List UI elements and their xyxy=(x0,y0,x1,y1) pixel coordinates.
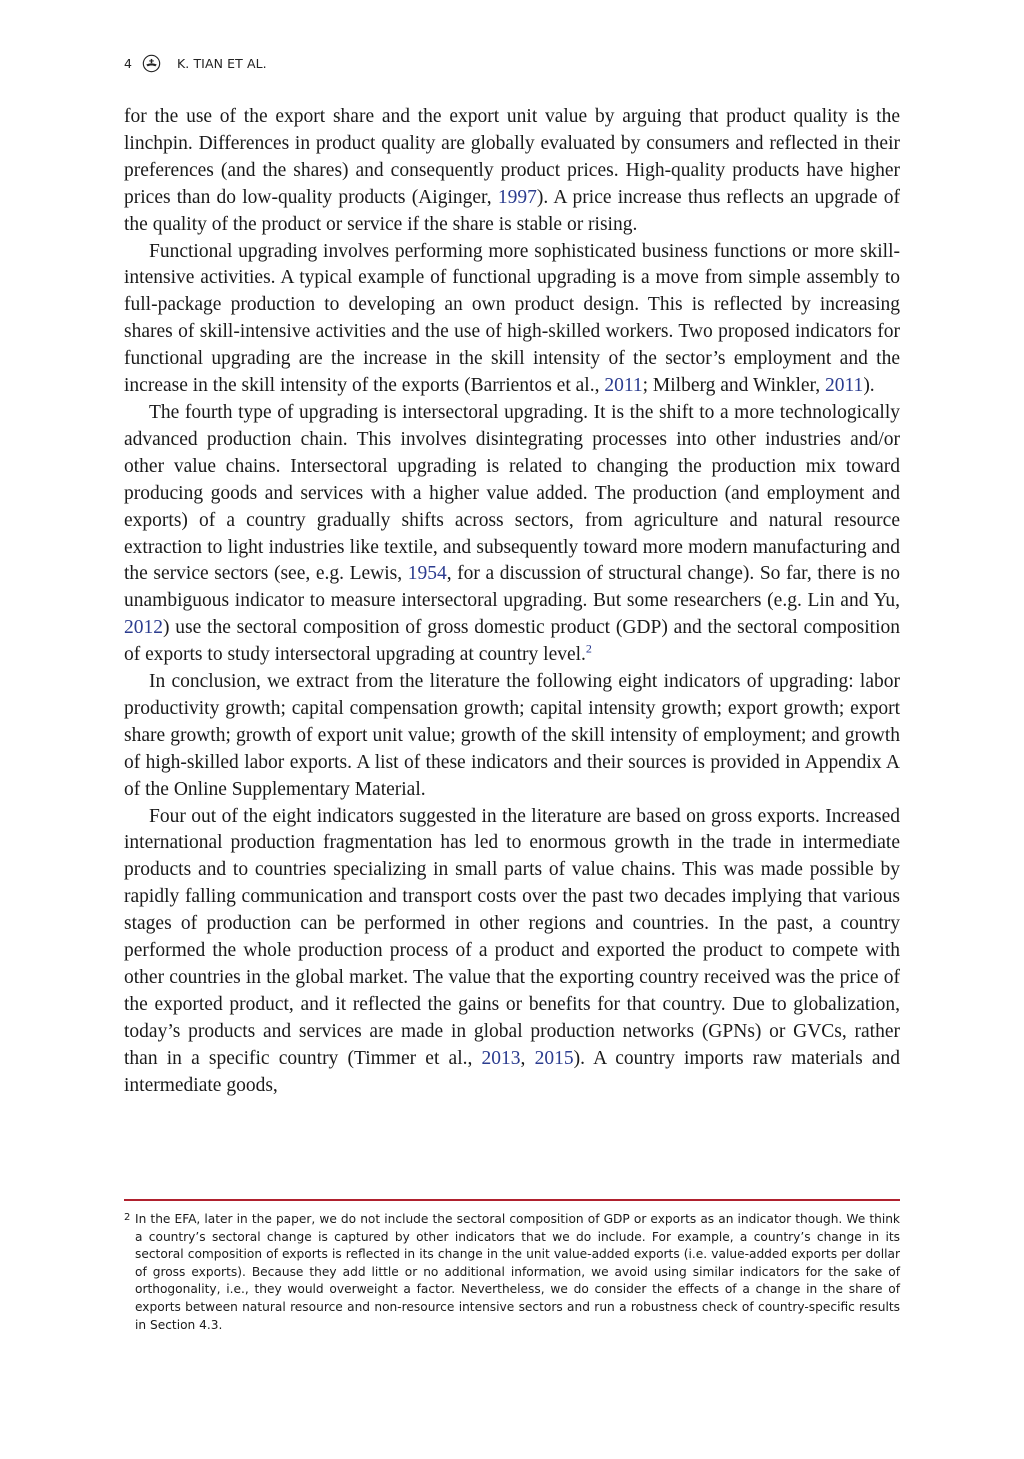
citation-link[interactable]: 2013 xyxy=(481,1047,521,1069)
citation-link[interactable]: 1997 xyxy=(497,186,537,208)
footnote xyxy=(124,1211,900,1334)
citation-link[interactable]: 2011 xyxy=(604,375,643,397)
paragraph-text: The fourth type of upgrading is intersectoral upgrading. It is the shift to a more technologically advanced production chain. This involves disintegrating processes into other industries and/or other value chains. Intersectoral upgrading is related to changing the production mix toward producing goods and services with a higher value added. The production (and employment and exports) of a country gradually shifts across sectors, from agriculture and natural resource extraction to light industries like textile, and subsequently toward more modern manufacturing and the service sectors (see, e.g. Lewis, xyxy=(124,401,900,585)
paragraph-text: ). xyxy=(863,375,875,397)
journal-logo-icon xyxy=(142,54,161,73)
paragraph-text: for the use of the export share and the export unit value by arguing that product quality is the linchpin. Differences in product quality are globally evaluated by consumers and reflected in their preferences (and the shares) and consequently product prices. High-quality products have higher prices than do low-quality products (Aiginger, xyxy=(124,106,900,208)
page-number: 4 xyxy=(124,55,132,71)
citation-link[interactable]: 1954 xyxy=(407,563,447,585)
citation-link[interactable]: 2012 xyxy=(124,617,163,639)
paragraph-4: In conclusion, we extract from the literature the following eight indicators of upgrading: labor productivity growth; capital compensation growth; capital intensity growth; export growth; export share growth; growth of export unit value; growth of the skill intensity of employment; and growth of high-skilled labor exports. A list of these indicators and their sources is provided in Appendix A of the Online Supplementary Material. xyxy=(124,671,900,800)
footnote-divider xyxy=(124,1199,900,1201)
paragraph-text: Four out of the eight indicators suggested in the literature are based on gross exports. Increased international production fragmentation has led to enormous growth in the trade in intermediate products and to countries specializing in small parts of value chains. This was made possible by rapidly falling communication and transport costs over the past two decades implying that various stages of production can be performed in other regions and countries. In the past, a country performed the whole production process of a product and exported the product to compete with other countries in the global market. The value that the exporting country received was the price of the exported product, and it reflected the gains or benefits for that country. Due to globalization, today’s products and services are made in global production networks (GPNs) or GVCs, rather than in a specific country (Timmer et al., xyxy=(124,805,900,1069)
paragraph-text: , xyxy=(520,1047,535,1069)
paragraph-3 xyxy=(124,400,900,669)
running-head xyxy=(124,52,267,74)
running-head-authors: K. TIAN ET AL. xyxy=(177,55,267,71)
citation-link[interactable]: 2015 xyxy=(534,1047,574,1069)
footnote-ref[interactable]: 2 xyxy=(585,641,592,656)
paragraph-2 xyxy=(124,239,900,400)
paragraph-text: ; Milberg and Winkler, xyxy=(642,375,826,397)
paragraph-5 xyxy=(124,804,900,1100)
footnote-text: In the EFA, later in the paper, we do not include the sectoral composition of GDP or exports as an indicator though. We think a country’s sectoral change is captured by other indicators that we do include. For example, a country’s change in its sectoral composition of exports is reflected in its change in the unit value-added exports (i.e. value-added exports per dollar of gross exports). Because they add little or no additional information, we avoid using similar indicators for the sake of orthogonality, i.e., they would overweight a factor. Nevertheless, we do consider the effects of a change in the share of exports between natural resource and non-resource intensive sectors and run a robustness check of country-specific results in Section 4.3. xyxy=(135,1212,900,1332)
paragraph-text: , for a discussion of structural change). So far, there is no unambiguous indicator to measure intersectoral upgrading. But some researchers (e.g. Lin and Yu, xyxy=(124,563,900,612)
footnote-mark: 2 xyxy=(124,1212,131,1223)
paragraph-text: ) use the sectoral composition of gross domestic product (GDP) and the sectoral composition of exports to study intersectoral upgrading at country level. xyxy=(124,617,900,666)
paragraph-text: Functional upgrading involves performing more sophisticated business functions or more skill-intensive activities. A typical example of functional upgrading is a move from simple assembly to full-package production to developing an own product design. This is reflected by increasing shares of skill-intensive activities and the use of high-skilled workers. Two proposed indicators for functional upgrading are the increase in the skill intensity of the sector’s employment and the increase in the skill intensity of the exports (Barrientos et al., xyxy=(124,240,900,397)
body-text xyxy=(124,104,900,1100)
paragraph-text: ). A country imports raw materials and intermediate goods, xyxy=(124,1047,900,1096)
paragraph-1 xyxy=(124,104,900,239)
paragraph-text: ). A price increase thus reflects an upgrade of the quality of the product or service if the share is stable or rising. xyxy=(124,186,900,235)
citation-link[interactable]: 2011 xyxy=(825,375,864,397)
